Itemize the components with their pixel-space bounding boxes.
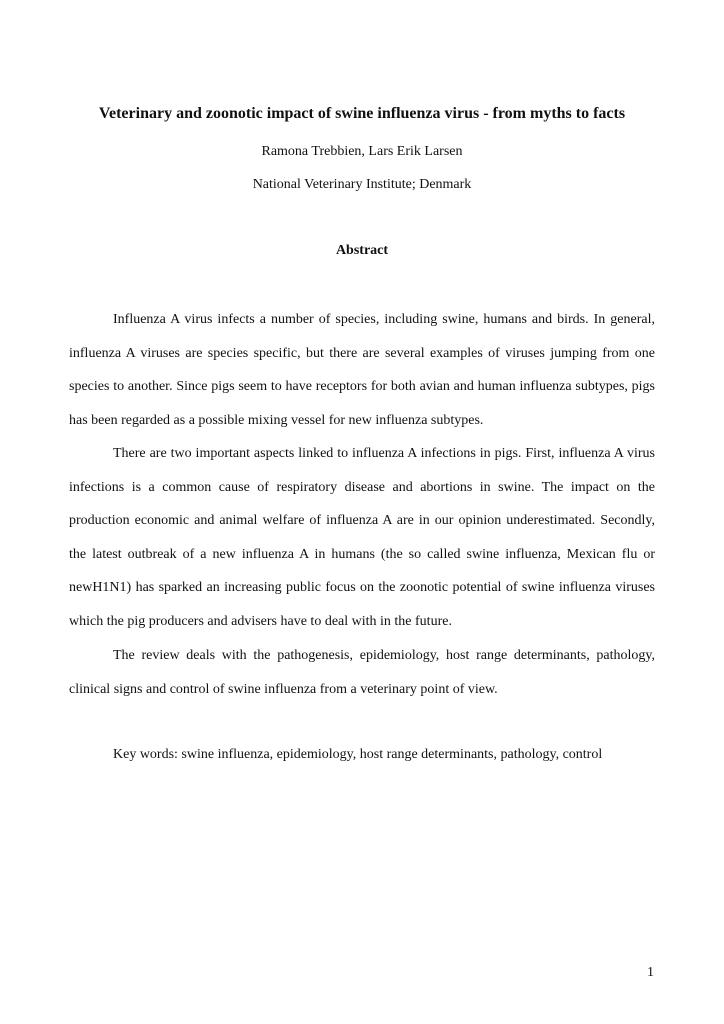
affiliation: National Veterinary Institute; Denmark: [252, 177, 472, 192]
abstract-paragraph: There are two important aspects linked to influenza A infections in pigs. First, influenza A virus infections is a common cause of respiratory disease and abortions in swine. The impact on the production economic and animal welfare of influenza A are in our opinion underestimated. Secondly, the latest outbreak of a new influenza A in humans (the so called swine influenza, Mexican flu or newH1N1) has sparked an increasing public focus on the zoonotic potential of swine influenza viruses which the pig producers and advisers have to deal with in the future.: [69, 446, 655, 629]
abstract-paragraph: The review deals with the pathogenesis, epidemiology, host range determinants, pathology, clinical signs and control of swine influenza from a veterinary point of view.: [69, 648, 655, 697]
abstract-paragraph: Influenza A virus infects a number of species, including swine, humans and birds. In general, influenza A viruses are species specific, but there are several examples of viruses jumping from one species to another. Since pigs seem to have receptors for both avian and human influenza subtypes, pigs has been regarded as a possible mixing vessel for new influenza subtypes.: [69, 312, 655, 428]
abstract-heading: Abstract: [335, 243, 389, 258]
keywords: Key words: swine influenza, epidemiology, host range determinants, pathology, control: [113, 747, 603, 762]
author-list: Ramona Trebbien, Lars Erik Larsen: [261, 144, 463, 159]
paper-title: Veterinary and zoonotic impact of swine influenza virus - from myths to facts: [98, 105, 626, 122]
page-number: 1: [647, 965, 654, 980]
